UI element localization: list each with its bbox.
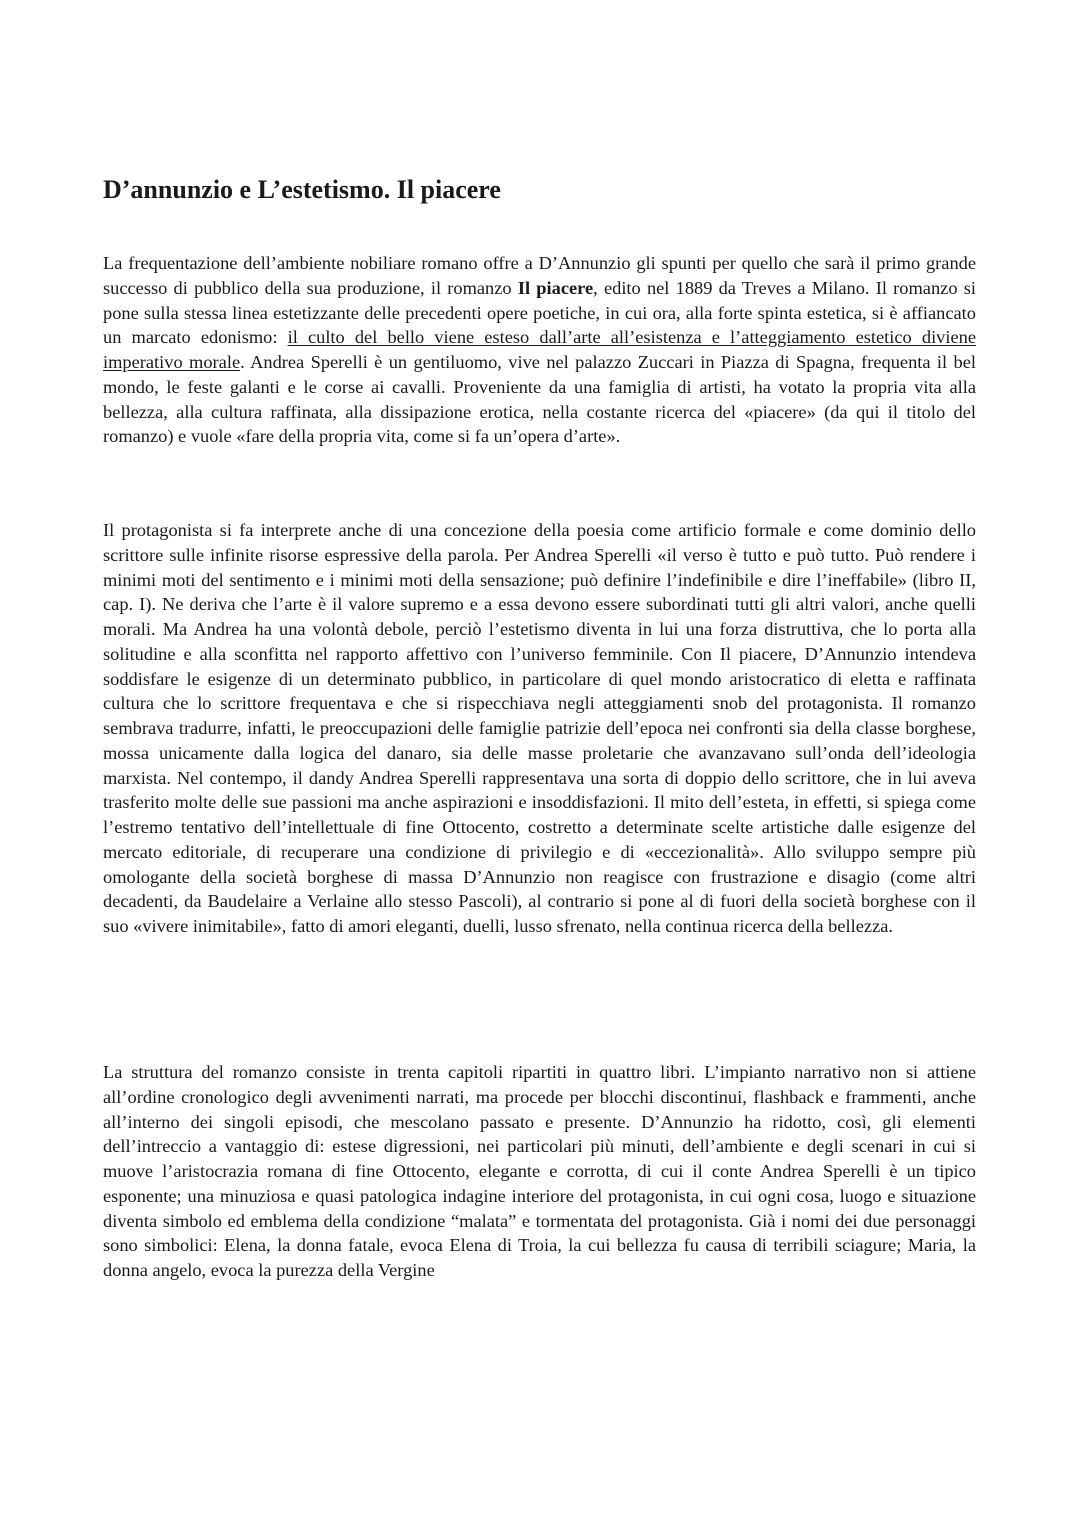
document-title: D’annunzio e L’estetismo. Il piacere [103, 175, 501, 204]
paragraph-1-text-b: , edito nel 1889 da Treves a Milano. Il romanzo si pone sulla stessa linea estetizzante delle precedenti opere poetiche, in cui ora, alla forte spinta estetica, si è affiancato un marcato edonismo: [103, 277, 976, 348]
underlined-statement: il culto del bello viene esteso dall’arte all’esistenza e l’atteggiamento estetico diviene imperativo morale [103, 327, 977, 372]
paragraph-1-text-a: La frequentazione dell’ambiente nobiliare romano offre a D’Annunzio gli spunti per quello che sarà il primo grande successo di pubblico della sua produzione, il romanzo [103, 253, 976, 298]
paragraph-3: La struttura del romanzo consiste in trenta capitoli ripartiti in quattro libri. L’impianto narrativo non si attiene all’ordine cronologico degli avvenimenti narrati, ma procede per blocchi discontinui, flashback e frammenti, anche all’interno dei singoli episodi, che mescolano passato e presente. D’Annunzio ha ridotto, così, gli elementi dell’intreccio a vantaggio di: estese digressioni, nei particolari più minuti, dell’ambiente e degli scenari in cui si muove l’aristocrazia romana di fine Ottocento, elegante e corrotta, di cui il conte Andrea Sperelli è un tipico esponente; una minuziosa e quasi patologica indagine interiore del protagonista, in cui ogni cosa, luogo e situazione diventa simbolo ed emblema della condizione “malata” e tormentata del protagonista. Già i nomi dei due personaggi sono simbolici: Elena, la donna fatale, evoca Elena di Troia, la cui bellezza fu causa di terribili sciagure; Maria, la donna angelo, evoca la purezza della Vergine [103, 1062, 976, 1280]
paragraph-1 [103, 251, 976, 449]
paragraph-2: Il protagonista si fa interprete anche di una concezione della poesia come artificio formale e come dominio dello scrittore sulle infinite risorse espressive della parola. Per Andrea Sperelli «il verso è tutto e può tutto. Può rendere i minimi moti del sentimento e i minimi moti della sensazione; può definire l’indefinibile e dire l’ineffabile» (libro II, cap. I). Ne deriva che l’arte è il valore supremo e a essa devono essere subordinati tutti gli altri valori, anche quelli morali. Ma Andrea ha una volontà debole, perciò l’estetismo diventa in lui una forza distruttiva, che lo porta alla solitudine e alla sconfitta nel rapporto affettivo con l’universo femminile. Con Il piacere, D’Annunzio intendeva soddisfare le esigenze di un determinato pubblico, in particolare di quel mondo aristocratico di eletta e raffinata cultura che lo scrittore frequentava e che si rispecchiava negli atteggiamenti snob del protagonista. Il romanzo sembrava tradurre, infatti, le preoccupazioni delle famiglie patrizie dell’epoca nei confronti sia della classe borghese, mossa unicamente dalla logica del danaro, sia delle masse proletarie che avanzavano sull’onda dell’ideologia marxista. Nel contempo, il dandy Andrea Sperelli rappresentava una sorta di doppio dello scrittore, che in lui aveva trasferito molte delle sue passioni ma anche aspirazioni e insoddisfazioni. Il mito dell’esteta, in effetti, si spiega come l’estremo tentativo dell’intellettuale di fine Ottocento, costretto a determinate scelte artistiche dalle esigenze del mercato editoriale, di recuperare una condizione di privilegio e di «eccezionalità». Allo sviluppo sempre più omologante della società borghese di massa D’Annunzio non reagisce con frustrazione e disagio (come altri decadenti, da Baudelaire a Verlaine allo stesso Pascoli), al contrario si pone al di fuori della società borghese con il suo «vivere inimitabile», fatto di amori eleganti, duelli, lusso sfrenato, nella continua ricerca della bellezza. [103, 520, 976, 936]
paragraph-1-text-c: . Andrea Sperelli è un gentiluomo, vive nel palazzo Zuccari in Piazza di Spagna, frequenta il bel mondo, le feste galanti e le corse ai cavalli. Proveniente da una famiglia di artisti, ha votato la propria vita alla bellezza, alla cultura raffinata, alla dissipazione erotica, nella costante ricerca del «piacere» (da qui il titolo del romanzo) e vuole «fare della propria vita, come si fa un’opera d’arte». [103, 352, 977, 447]
novel-title-bold: Il piacere [517, 277, 594, 298]
